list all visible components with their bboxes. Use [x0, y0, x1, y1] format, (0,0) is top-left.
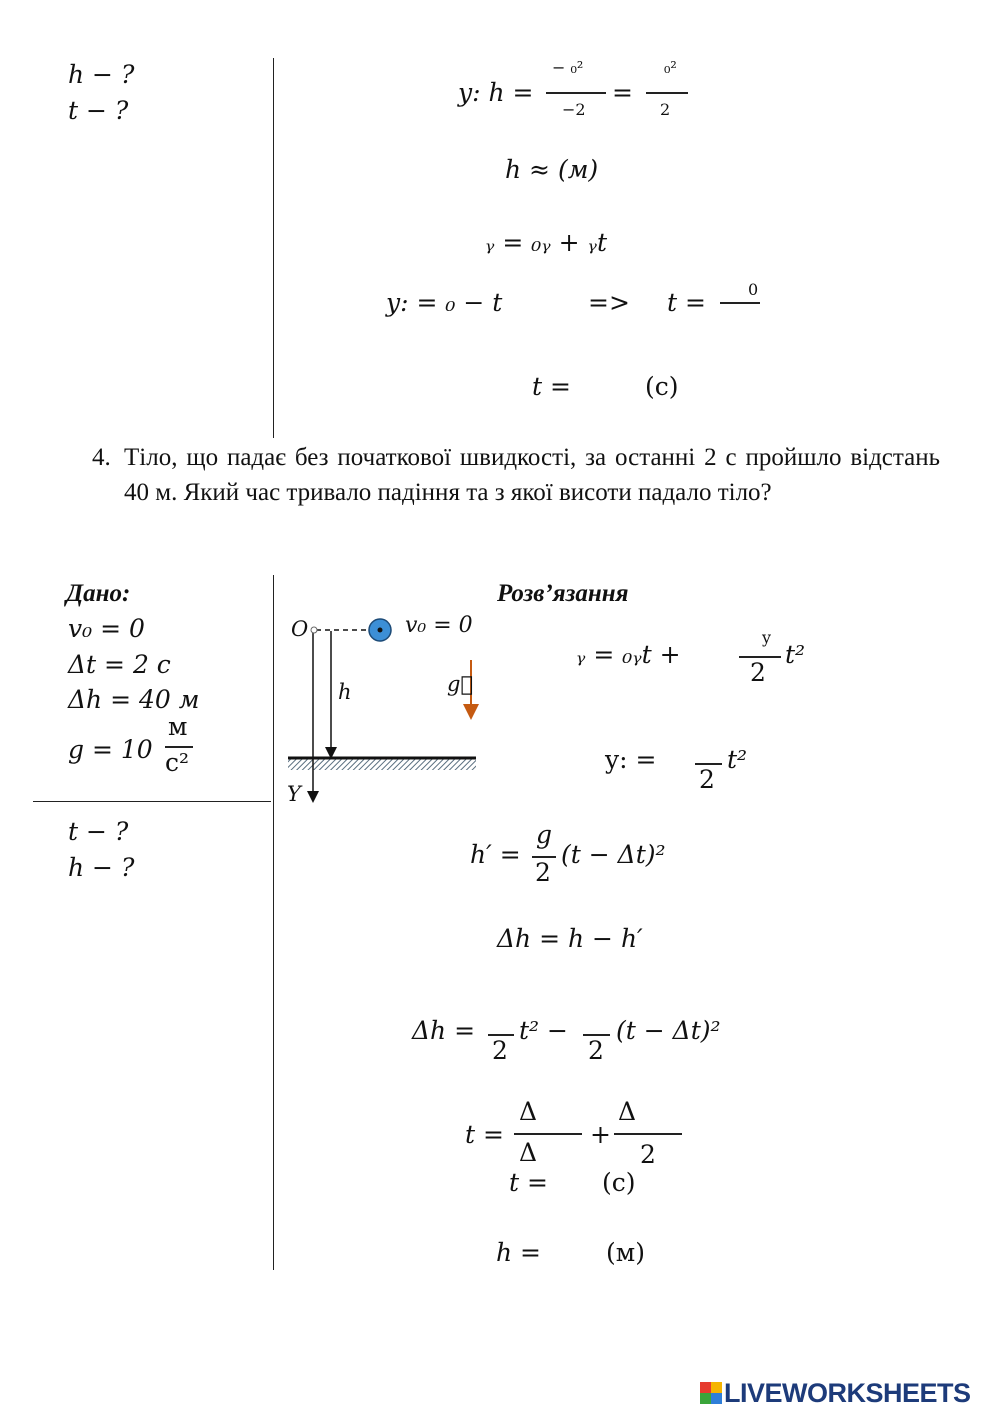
ground-surface [288, 758, 476, 770]
fraction-denominator: 2 [699, 765, 715, 794]
given-dh: Δh = 40 м [68, 685, 200, 714]
fraction-denominator: −2 [562, 100, 586, 119]
fraction-numerator: y [762, 628, 772, 647]
given-heading: Дано: [66, 580, 131, 607]
formula-time-solution: t = [465, 1120, 504, 1149]
implies-arrow: => [588, 288, 630, 317]
given-g: g = 10 [68, 735, 153, 764]
y-axis-label: Y [287, 782, 301, 806]
height-label: h [338, 680, 352, 704]
fraction-bar [646, 92, 688, 94]
given-v0: v₀ = 0 [68, 614, 145, 643]
problem-number: 4. [92, 444, 111, 471]
fraction-numerator: − ₀² [552, 58, 584, 77]
fraction-denominator: Δ [519, 1138, 538, 1167]
fraction-bar [514, 1133, 582, 1135]
formula-coordinate: ᵧ = ₀ᵧt + [576, 640, 681, 669]
fraction-numerator: g [536, 820, 553, 849]
logo-text: LIVEWORKSHEETS [724, 1377, 971, 1408]
formula-tail: (t − Δt)² [616, 1016, 721, 1045]
height-answer: h = [496, 1238, 541, 1267]
formula-delta-h-expanded: Δh = [412, 1016, 476, 1045]
formula-tail: t² [785, 640, 806, 669]
origin-label: O [291, 617, 309, 641]
time-result: t = [532, 372, 571, 401]
unknown-t: t − ? [68, 96, 129, 125]
formula-tail: (t − Δt)² [561, 840, 666, 869]
plus-sign: + [590, 1120, 611, 1149]
equals-sign: = [612, 78, 633, 107]
formula-height: y: h = [458, 78, 534, 107]
fraction-denominator: 2 [640, 1140, 656, 1169]
fraction-numerator: 0 [748, 280, 759, 299]
origin-point [311, 627, 317, 633]
fraction-bar [614, 1133, 682, 1135]
fraction-numerator: ₀² [664, 58, 677, 77]
fraction-denominator: 2 [588, 1036, 604, 1065]
fraction-denominator: 2 [535, 858, 551, 887]
time-unit: (с) [645, 372, 679, 401]
formula-time: t = [667, 288, 706, 317]
given-dt: Δt = 2 с [68, 650, 171, 679]
given-g-unit-num: м [168, 712, 188, 741]
logo-icon [700, 1382, 722, 1404]
formula-delta-h: Δh = h − h′ [497, 924, 643, 953]
fraction-numerator: Δ [618, 1097, 637, 1126]
time-answer-unit: (с) [602, 1168, 636, 1197]
gravity-label: g⃗ [447, 672, 474, 696]
fraction-bar [720, 302, 760, 304]
given-g-unit-den: с² [165, 748, 190, 777]
formula-height-result: h ≈ (м) [505, 155, 599, 184]
formula-coordinate-y: y: = [605, 745, 657, 774]
formula-tail: t² [727, 745, 748, 774]
formula-velocity: ᵧ = ₀ᵧ + ᵧt [485, 228, 607, 257]
formula-middle: t² − [519, 1016, 568, 1045]
find-h: h − ? [68, 853, 135, 882]
fraction-numerator: Δ [519, 1097, 538, 1126]
formula-h-prime: h′ = [470, 840, 521, 869]
v0-label: v₀ = 0 [405, 613, 473, 638]
fraction-bar [546, 92, 606, 94]
solution-heading: Розв’язання [497, 580, 629, 607]
unknown-h: h − ? [68, 60, 135, 89]
table-divider [273, 575, 274, 1270]
formula-time-derivation: y: = ₀ − t [386, 288, 503, 317]
liveworksheets-logo[interactable] [700, 1378, 971, 1408]
problem-text: Тіло, що падає без початкової швидкості, за останні 2 с пройшло відстань 40 м. Який час тривало падіння та з якої висоти падало тіло? [124, 444, 940, 506]
fraction-denominator: 2 [660, 100, 671, 119]
time-answer: t = [509, 1168, 548, 1197]
given-separator [33, 801, 271, 802]
ball-icon [369, 619, 391, 641]
find-t: t − ? [68, 817, 129, 846]
fraction-denominator: 2 [750, 658, 766, 687]
top-table-divider [273, 58, 274, 438]
height-answer-unit: (м) [606, 1238, 645, 1267]
fraction-denominator: 2 [492, 1036, 508, 1065]
